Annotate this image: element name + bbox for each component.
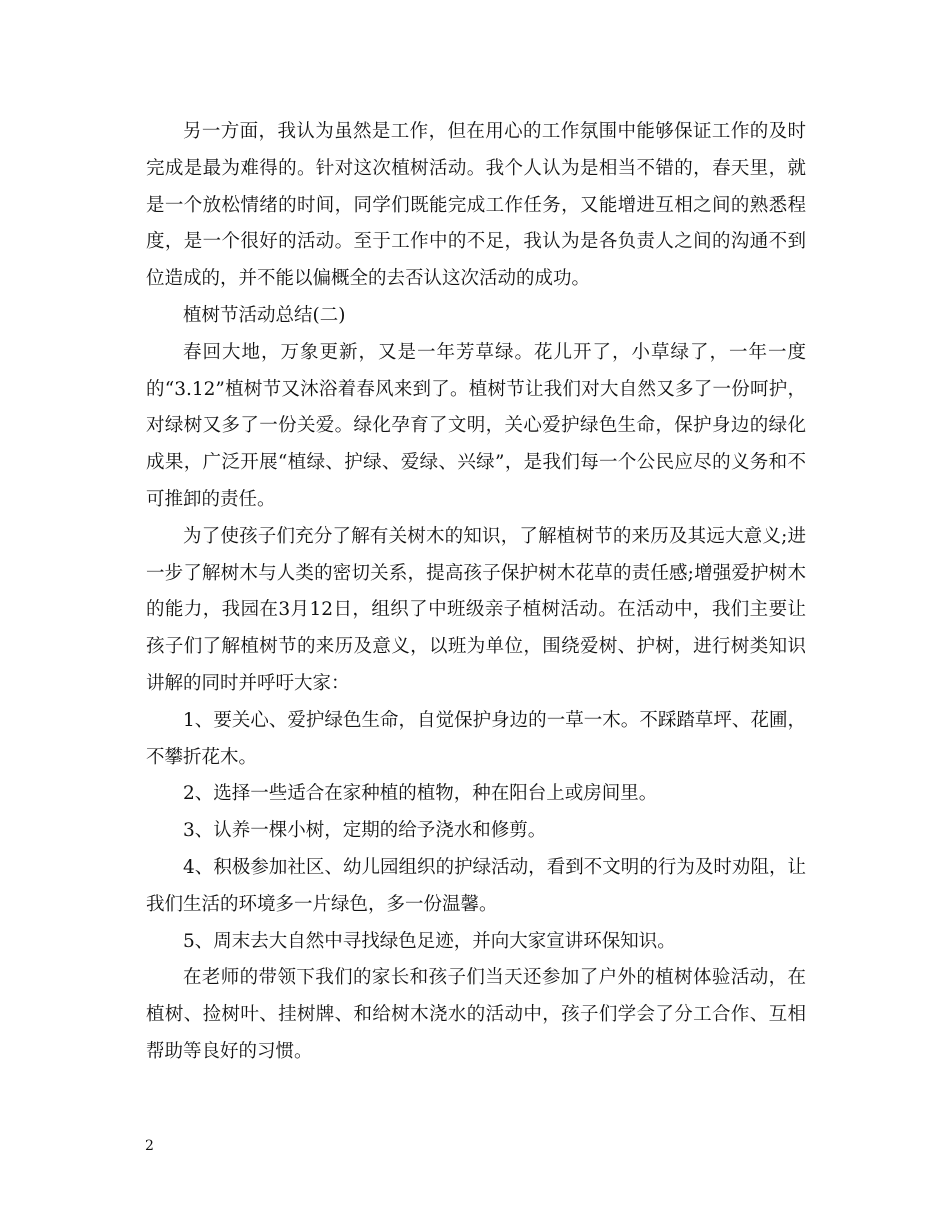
list-item-2: 2、选择一些适合在家种植的植物，种在阳台上或房间里。 xyxy=(183,783,658,805)
page-number: 2 xyxy=(145,1138,154,1154)
body-text xyxy=(146,114,806,1071)
paragraph-2: 春回大地，万象更新，又是一年芳草绿。花儿开了，小草绿了，一年一度的“3.12”植树节又沐浴着春风来到了。植树节让我们对大自然又多了一份呵护，对绿树又多了一份关爱。绿化孕育了文明，关心爱护绿色生命，保护身边的绿化成果，广泛开展“植绿、护绿、爱绿、兴绿”，是我们每一个公民应尽的义务和不可推卸的责任。 xyxy=(146,341,806,510)
list-item-5: 5、周末去大自然中寻找绿色足迹，并向大家宣讲环保知识。 xyxy=(183,930,676,952)
list-item-4: 4、积极参加社区、幼儿园组织的护绿活动，看到不文明的行为及时劝阻，让我们生活的环境多一片绿色，多一份温馨。 xyxy=(146,856,806,915)
section-heading: 植树节活动总结(二) xyxy=(183,304,346,326)
list-item-1: 1、要关心、爱护绿色生命，自觉保护身边的一草一木。不踩踏草坪、花圃，不攀折花木。 xyxy=(146,709,806,768)
list-item-3: 3、认养一棵小树，定期的给予浇水和修剪。 xyxy=(183,820,547,842)
paragraph-4: 在老师的带领下我们的家长和孩子们当天还参加了户外的植树体验活动，在植树、捡树叶、挂树牌、和给树木浇水的活动中，孩子们学会了分工合作、互相帮助等良好的习惯。 xyxy=(146,967,806,1062)
paragraph-3: 为了使孩子们充分了解有关树木的知识，了解植树节的来历及其远大意义;进一步了解树木与人类的密切关系，提高孩子保护树木花草的责任感;增强爱护树木的能力，我园在3月12日，组织了中班级亲子植树活动。在活动中，我们主要让孩子们了解植树节的来历及意义，以班为单位，围绕爱树、护树，进行树类知识讲解的同时并呼吁大家： xyxy=(146,525,806,694)
paragraph-1: 另一方面，我认为虽然是工作，但在用心的工作氛围中能够保证工作的及时完成是最为难得的。针对这次植树活动。我个人认为是相当不错的，春天里，就是一个放松情绪的时间，同学们既能完成工作任务，又能增进互相之间的熟悉程度，是一个很好的活动。至于工作中的不足，我认为是各负责人之间的沟通不到位造成的，并不能以偏概全的去否认这次活动的成功。 xyxy=(146,121,806,290)
